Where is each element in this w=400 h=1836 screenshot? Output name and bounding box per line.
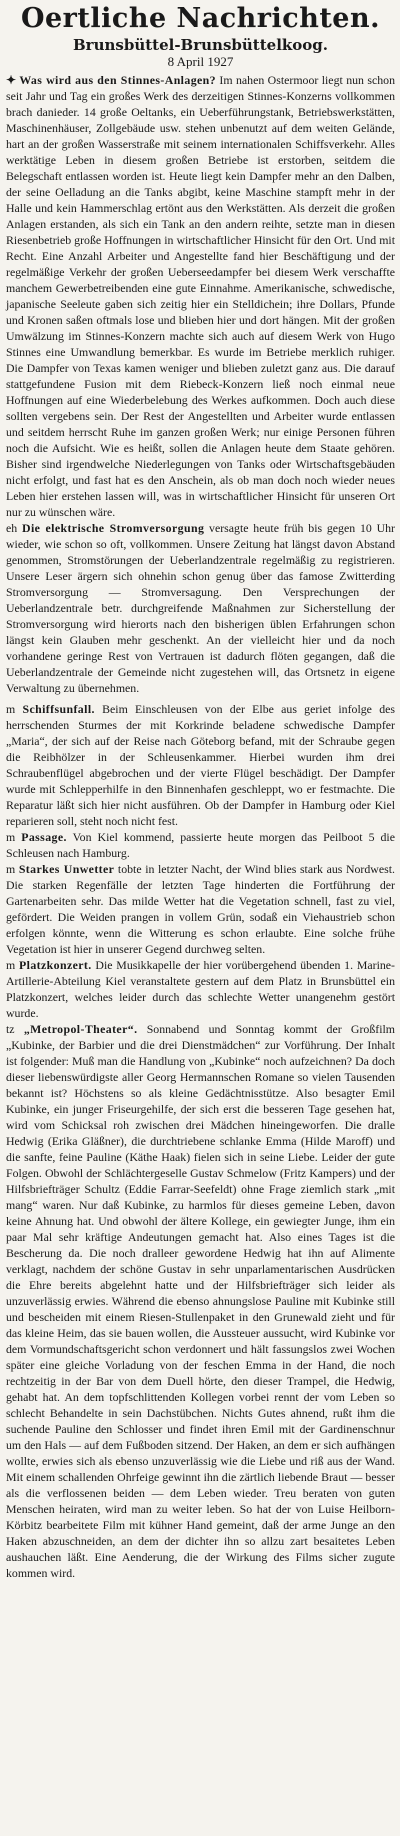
- article-passage: [6, 829, 395, 861]
- article-body: Im nahen Ostermoor liegt nun schon seit Jahr und Tag ein großes Werk des derzeitigen Stinnes-Konzerns vollkommen brach danieder. 14 große Oeltanks, ein Ueberführungstank, Betriebswerkstätten, Maschinenhäuser, Zollgebäude usw. stehen unbenutzt auf dem weiten Gelände, hart an der großen Wasserstraße mit seinem internationalen Schiffsverkehr. Alles werktätige Leben in diesem großen Betriebe ist erstorben, seitdem die Belegschaft entlassen worden ist. Heute liegt kein Dampfer mehr an den Dalben, der seine Oelladung an die Tanks abgibt, keine Maschine stampft mehr in der Halle und kein Hammerschlag ertönt aus den Werkstätten. Als derzeit die großen Anlagen erstanden, als sich ein Tank an den andern reihte, setzte man in diesen Riesenbetrieb große Hoffnungen in wirtschaftlicher Hinsicht für den Ort. Und mit Recht. Eine Anzahl Arbeiter und Angestellte fand hier Beschäftigung und der regelmäßige Verkehr der großen Ueberseedampfer bei diesem Werk verschaffte manchem Gewerbetreibenden eine gute Einnahme. Amerikanische, schwedische, japanische Seeleute gaben sich zeitig hier ein Stelldichein; ihre Dollars, Pfunde und Kronen saßen oftmals lose und blieben hier und dort hängen. Mit der großen Umwälzung im Stinnes-Konzern machte sich auch auf diesem Werk von Hugo Stinnes eine Umwandlung bemerkbar. Es wurde im Betriebe merklich ruhiger. Die Dampfer von Texas kamen weniger und blieben zuletzt ganz aus. Die darauf stattgefundene Fusion mit dem Riebeck-Konzern ließ noch einmal neue Hoffnungen auf eine Wiederbelebung des Werkes aufkommen. Doch auch diese sollten vergebens sein. Der Rest der Angestellten und Arbeiter wurde entlassen und seitdem herrscht Ruhe im ganzen großen Werk; nur einige Personen führen noch die Aufsicht. Wie es heißt, sollen die Anlagen heute dem Staate gehören. Bisher sind irgendwelche Niederlegungen von Tanks oder Wirtschaftsgebäuden nicht erfolgt, und fast hat es den Anschein, als ob man doch noch wieder neues Leben hier erstehen lassen will, was in wirtschaftlicher Hinsicht für unseren Ort nur zu wünschen wäre.: [6, 73, 395, 519]
- section-title: Oertliche Nachrichten.: [20, 3, 381, 34]
- lead-mark: eh: [6, 521, 22, 535]
- article-headline: Starkes Unwetter: [18, 862, 115, 876]
- article-stinnes: [6, 72, 395, 520]
- issue-date: 8 April 1927: [167, 54, 234, 69]
- article-unwetter: [6, 861, 395, 957]
- article-headline: Was wird aus den Stinnes-Anlagen?: [19, 73, 216, 87]
- article-stromversorgung: [6, 520, 395, 696]
- lead-mark: m: [6, 830, 22, 844]
- article-headline: „Metropol-Theater“.: [23, 1022, 138, 1036]
- dateline: Brunsbüttel-Brunsbüttelkoog.: [73, 36, 328, 54]
- lead-mark: m: [6, 958, 19, 972]
- article-schiffsunfall: [6, 701, 395, 829]
- article-body: versagte heute früh bis gegen 10 Uhr wieder, wie schon so oft, vollkommen. Unsere Zeitung hat längst davon Abstand genommen, Stromstörungen der Ueberlandzentrale regelmäßig zu registrieren. Unsere Leser ärgern sich ohnehin schon genug über das famose Zwitterding Stromversorgung — Stromversagung. Den Versprechungen der Ueberlandzentrale betr. durchgreifende Maßnahmen zur Sicherstellung der Stromversorgung wird hierorts nach den bisherigen üblen Erfahrungen schon längst kein Glauben mehr geschenkt. An der vielleicht hier und da noch vorhandene geringe Rest von Vertrauen ist dadurch flöten gegangen, daß die Ueberlandzentrale der Gemeinde nicht zugestehen will, das Ortsnetz in eigene Verwaltung zu übernehmen.: [6, 521, 396, 695]
- lead-mark: ✦: [6, 73, 20, 87]
- lead-mark: m: [6, 862, 19, 876]
- article-body: Die Musikkapelle der hier vorübergehend übenden 1. Marine-Artillerie-Abteilung Kiel veranstaltete gestern auf dem Platz in Brunsbüttel ein Platzkonzert, welches leider durch das schlechte Wetter unangenehm gestört wurde.: [6, 958, 395, 1020]
- article-headline: Platzkonzert.: [19, 958, 92, 972]
- article-body: Von Kiel kommend, passierte heute morgen das Peilboot 5 die Schleusen nach Hamburg.: [6, 830, 395, 860]
- article-metropol-theater: [6, 1021, 395, 1581]
- lead-mark: tz: [6, 1022, 24, 1036]
- article-headline: Passage.: [21, 830, 67, 844]
- article-headline: Schiffsunfall.: [22, 702, 95, 716]
- article-headline: Die elektrische Stromversorgung: [21, 521, 205, 535]
- article-body: Beim Einschleusen von der Elbe aus geriet infolge des herrschenden Sturmes der mit Korkrinde beladene schwedische Dampfer „Maria“, der sich auf der Reise nach Göteborg befand, mit der Schraube gegen die Reibhölzer in der Schleusenkammer. Hierbei wurden ihm drei Schraubenflügel abgebrochen und der vierte Flügel beschädigt. Der Dampfer wurde mit Schlepperhilfe in den Binnenhafen geschleppt, wo er festmachte. Die Reparatur läßt sich hier nicht ausführen. Ob der Dampfer in Hamburg oder Kiel reparieren soll, steht noch nicht fest.: [6, 702, 395, 828]
- article-body: tobte in letzter Nacht, der Wind blies stark aus Nordwest. Die starken Regenfälle der letzten Tage hinderten die Fortführung der Gartenarbeiten sehr. Das milde Wetter hat die Vegetation schnell, fast zu viel, gefördert. Die Weiden prangen in vollem Grün, sodaß ein Viehaustrieb schon erfolgen könnte, wenn die Witterung es schon erlaubte. Eine solche frühe Vegetation ist hier in unserer Gegend durchweg selten.: [6, 862, 395, 956]
- article-body: Sonnabend und Sonntag kommt der Großfilm „Kubinke, der Barbier und die drei Dienstmädchen“ zur Vorführung. Der Inhalt ist folgender: Muß man die Handlung von „Kubinke“ noch aufzeichnen? Da doch dieser liebenswürdigste aller Georg Hermannschen Romane so vielen Tausenden bekannt ist? Höchstens so als kleine Gedächtnisstütze. Also besagter Emil Kubinke, ein junger Friseurgehilfe, der sich erst die besseren Tage gesehen hat, wird vom Schicksal roh zwischen drei Mädchen hineingeworfen. Die dralle Hedwig (Erika Gläßner), die durchtriebene schlanke Emma (Hilde Maroff) und die sanfte, feine Pauline (Käthe Haak) fielen sich in seine Liebe. Leider der gute Folgen. Obwohl der Schlächtergeselle Gustav Schmelow (Fritz Kampers) und der Hilfsbriefträger Schultz (Eddie Farrar-Seefeldt) ohne Frage ziemlich stark „mit mang“ waren. Nur daß Kubinke, zu harmlos für dieses gemeine Leben, davon keine Ahnung hat. Und obwohl der ältere Kollege, ein gewiegter Junge, ihm ein paar Mal sehr kräftige Andeutungen gemacht hat. Also eines Tages ist die Bescherung da. Die noch dralleer gewordene Hedwig hat ihn auf Alimente verklagt, nachdem der schöne Gustav in sehr unparlamentarischen Ausdrücken die Ehre bereits abgelehnt hatte und der Hilfsbriefträger sich leider als unzuverlässig erwies. Während die ebenso ahnungslose Pauline mit Kubinke still und bescheiden mit einem Riesen-Stullenpaket in den Grunewald zieht und für das kleine Heim, das sie bauen wollen, die Aussteuer aussucht, wird Kubinke vor dem Vormundschaftsgericht schon verdonnert und hält fassungslos zwei Wochen später eine gleiche Vorladung von der feschen Emma in der Hand, die noch rechtzeitig in der Bar von dem Duell hörte, den dieser Trampel, die Hedwig, gehabt hat. An dem topfschlittenden Kollegen vorbei rennt der vom Leben so schlecht Behandelte in sein Dachstübchen. Nichts Gutes ahnend, rußt ihm die suchende Pauline den Schlosser und findet ihren Emil mit der Gardinenschnur um den Hals — auf dem Fußboden sitzend. Der Haken, an dem er sich aufhängen wollte, erwies sich als ebenso unzuverlässig wie die Liebe und riß aus der Wand. Mit einem schallenden Ohrfeige gewinnt ihn die zärtlich liebende Braut — besser als die verflossenen beiden — dem Leben wieder. Treu beraten von guten Menschen heiraten, wird man zu weiter leben. So hat der von Luise Heilborn-Körbitz bearbeitete Film mit kühner Hand gemeint, daß der arme Junge an den Haken abzuschneiden, an dem der dichter ihn so allzu zart besaitetes Leben aushauchen läßt. Eine Aenderung, die der Wirkung des Films sicher zugute kommen wird.: [6, 1022, 395, 1580]
- article-platzkonzert: [6, 957, 395, 1021]
- article-list: [6, 72, 395, 1581]
- lead-mark: m: [6, 702, 23, 716]
